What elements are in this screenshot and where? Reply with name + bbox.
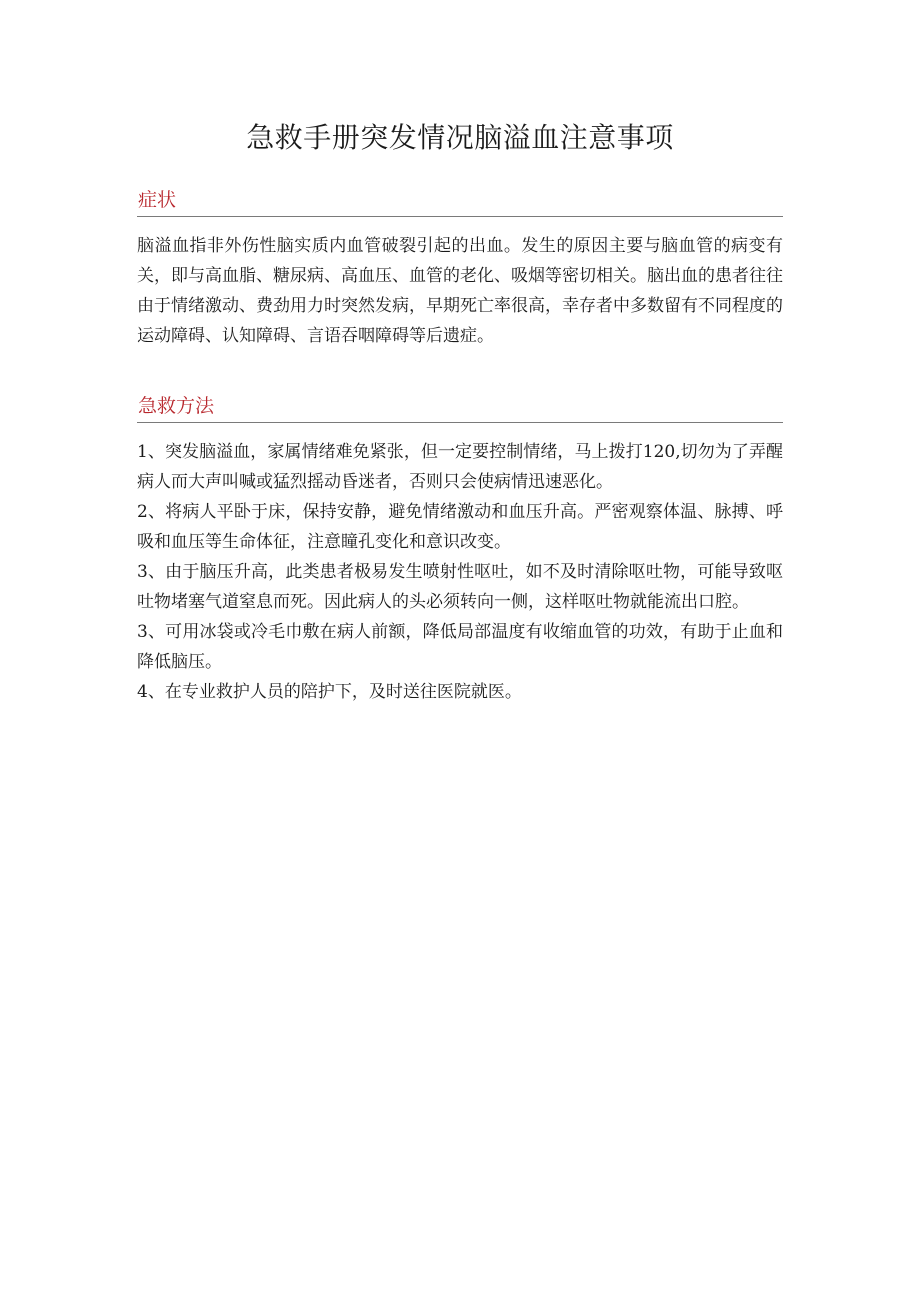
first-aid-steps-list <box>137 437 783 707</box>
section-symptoms <box>137 186 783 351</box>
section-heading-symptoms: 症状 <box>137 186 783 217</box>
page-title: 急救手册突发情况脑溢血注意事项 <box>246 121 674 154</box>
first-aid-step: 1、突发脑溢血，家属情绪难免紧张，但一定要控制情绪，马上拨打120,切勿为了弄醒病人而大声叫喊或猛烈摇动昏迷者，否则只会使病情迅速恶化。 <box>137 442 783 492</box>
first-aid-step: 3、由于脑压升高，此类患者极易发生喷射性呕吐，如不及时清除呕吐物，可能导致呕吐物堵塞气道窒息而死。因此病人的头必须转向一侧，这样呕吐物就能流出口腔。 <box>137 562 783 612</box>
first-aid-step: 4、在专业救护人员的陪护下，及时送往医院就医。 <box>137 682 522 702</box>
first-aid-step: 3、可用冰袋或冷毛巾敷在病人前额，降低局部温度有收缩血管的功效，有助于止血和降低脑压。 <box>137 622 783 672</box>
first-aid-step: 2、将病人平卧于床，保持安静，避免情绪激动和血压升高。严密观察体温、脉搏、呼吸和血压等生命体征，注意瞳孔变化和意识改变。 <box>137 502 783 552</box>
section-heading-first-aid: 急救方法 <box>137 392 783 423</box>
section-first-aid <box>137 392 783 707</box>
symptoms-paragraph: 脑溢血指非外伤性脑实质内血管破裂引起的出血。发生的原因主要与脑血管的病变有关，即与高血脂、糖尿病、高血压、血管的老化、吸烟等密切相关。脑出血的患者往往由于情绪激动、费劲用力时突然发病，早期死亡率很高，幸存者中多数留有不同程度的运动障碍、认知障碍、言语吞咽障碍等后遗症。 <box>137 236 783 346</box>
